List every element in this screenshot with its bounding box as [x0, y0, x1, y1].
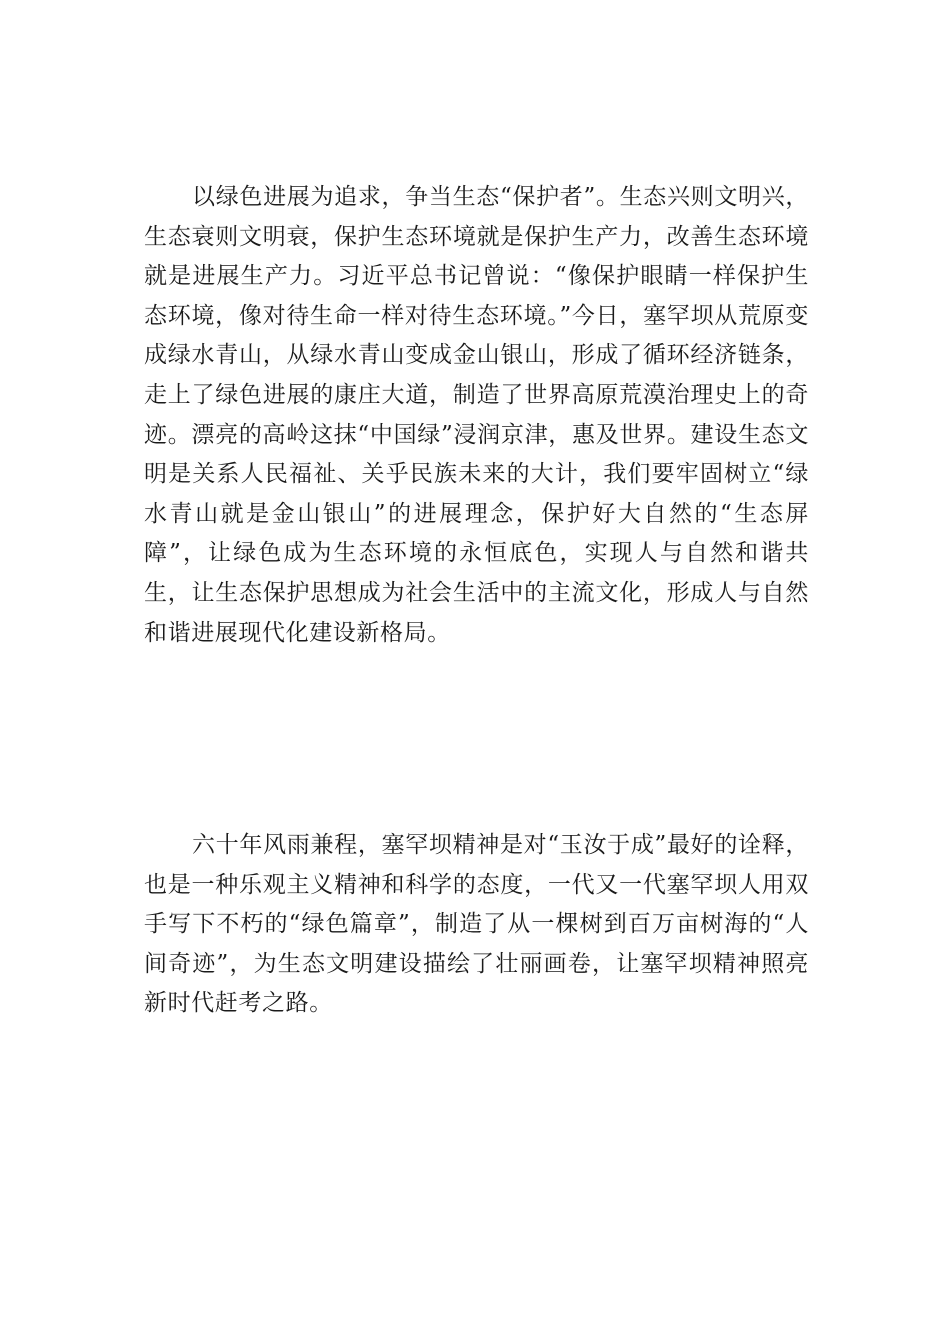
paragraph-saihanba-spirit: 六十年风雨兼程，塞罕坝精神是对“玉汝于成”最好的诠释，也是一种乐观主义精神和科学的态度，一代又一代塞罕坝人用双手写下不朽的“绿色篇章”，制造了从一棵树到百万亩树海的“人间奇迹”，为生态文明建设描绘了壮丽画卷，让塞罕坝精神照亮新时代赶考之路。 — [144, 832, 809, 1017]
paragraph-green-development: 以绿色进展为追求，争当生态“保护者”。生态兴则文明兴，生态衰则文明衰，保护生态环境就是保护生产力，改善生态环境就是进展生产力。习近平总书记曾说：“像保护眼睛一样保护生态环境，像对待生命一样对待生态环境。”今日，塞罕坝从荒原变成绿水青山，从绿水青山变成金山银山，形成了循环经济链条，走上了绿色进展的康庄大道，制造了世界高原荒漠治理史上的奇迹。漂亮的高岭这抹“中国绿”浸润京津，惠及世界。建设生态文明是关系人民福祉、关乎民族未来的大计，我们要牢固树立“绿水青山就是金山银山”的进展理念，保护好大自然的“生态屏障”，让绿色成为生态环境的永恒底色，实现人与自然和谐共生，让生态保护思想成为社会生活中的主流文化，形成人与自然和谐进展现代化建设新格局。 — [144, 184, 809, 646]
